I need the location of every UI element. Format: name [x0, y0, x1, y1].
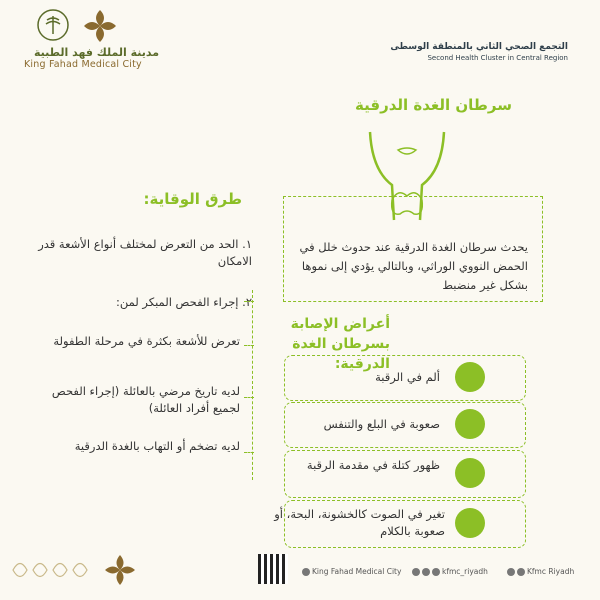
prevention-title: طرق الوقاية:	[143, 190, 242, 208]
kfmc-flower-icon	[82, 8, 118, 44]
kfmc-name-english: King Fahad Medical City	[24, 59, 142, 70]
facebook-text: Kfmc Riyadh	[527, 567, 575, 576]
snapchat-icon	[507, 568, 515, 576]
social-handle-link[interactable]	[412, 567, 488, 576]
decorative-pattern-icon	[8, 555, 138, 585]
symptom-text: تغير في الصوت كالخشونة، البحة، أو صعوبة بالكلام	[274, 507, 445, 538]
neck-lump-icon	[455, 458, 485, 488]
cluster-name-arabic: التجمع الصحي الثاني بالمنطقة الوسطى	[390, 42, 568, 52]
social-handle-text: kfmc_riyadh	[442, 567, 488, 576]
thyroid-title: سرطان الغدة الدرقية	[355, 96, 512, 114]
kfmc-logo	[14, 8, 214, 68]
website-link[interactable]	[302, 567, 401, 576]
facebook-link[interactable]	[507, 567, 574, 576]
cluster-name-english: Second Health Cluster in Central Region	[427, 54, 568, 62]
prevention-sub-item: تعرض للأشعة بكثرة في مرحلة الطفولة	[53, 334, 240, 348]
youtube-icon	[412, 568, 420, 576]
prevention-item-1: ١. الحد من التعرض لمختلف أنواع الأشعة قدر الامكان	[38, 237, 252, 268]
connector-dash	[244, 345, 254, 346]
facebook-icon	[517, 568, 525, 576]
kfmc-name-arabic: مدينة الملك فهد الطبية	[34, 46, 160, 59]
voice-change-icon	[455, 508, 485, 538]
prevention-sub-item: لديه تضخم أو التهاب بالغدة الدرقية	[74, 439, 240, 453]
symptom-text: ظهور كتلة في مقدمة الرقبة	[306, 458, 440, 472]
connector-dash	[244, 397, 254, 398]
swallowing-icon	[455, 409, 485, 439]
symptom-text: صعوبة في البلع والتنفس	[323, 417, 440, 431]
connector-dash	[244, 452, 254, 453]
symptoms-title: أعراض الإصابة بسرطان الغدة الدرقية:	[290, 316, 390, 372]
prevention-item-2: ٢. إجراء الفحص المبكر لمن:	[115, 295, 252, 309]
twitter-icon	[432, 568, 440, 576]
prevention-sub-item: لديه تاريخ مرضي بالعائلة (إجراء الفحص لجميع أفراد العائلة)	[51, 384, 240, 415]
thyroid-description: يحدث سرطان الغدة الدرقية عند حدوث خلل في الحمض النووي الوراثي، وبالتالي يؤدي إلى نموها بشكل غير منضبط	[299, 240, 528, 292]
globe-icon	[302, 568, 310, 576]
palm-emblem-icon	[36, 8, 70, 42]
connector-dash	[244, 301, 254, 302]
website-text: King Fahad Medical City	[312, 567, 402, 576]
symptom-text: ألم في الرقبة	[375, 370, 440, 384]
instagram-icon	[422, 568, 430, 576]
neck-pain-icon	[455, 362, 485, 392]
qr-code[interactable]	[258, 554, 288, 584]
